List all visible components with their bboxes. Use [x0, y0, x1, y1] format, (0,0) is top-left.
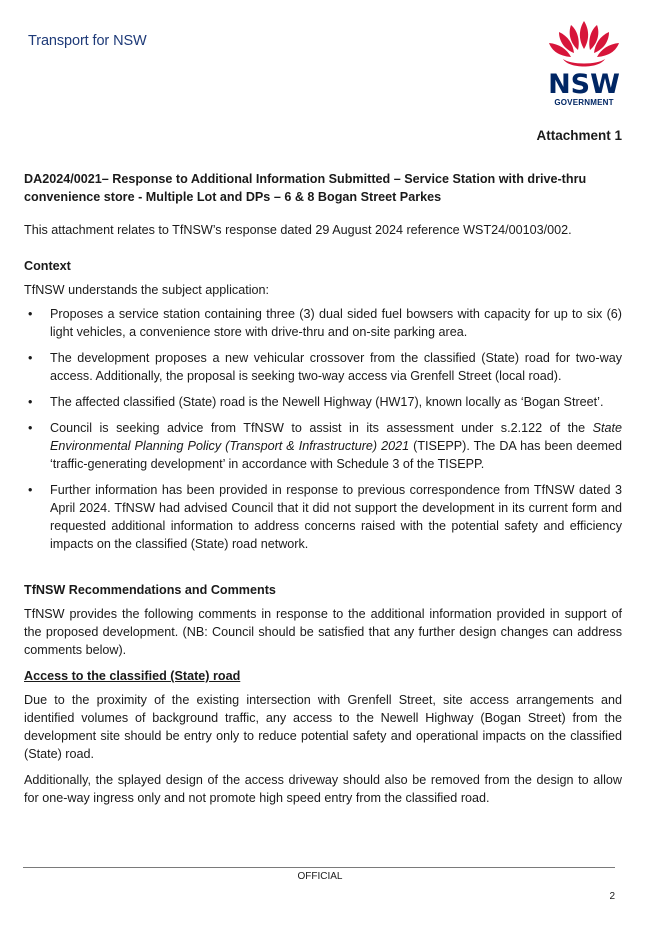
- intro-paragraph: This attachment relates to TfNSW’s response dated 29 August 2024 reference WST24/00103/002.: [24, 223, 572, 237]
- organisation-name: Transport for NSW: [28, 33, 147, 49]
- access-paragraph-1: Due to the proximity of the existing intersection with Grenfell Street, site access arrangements and identified volumes of background traffic, any access to the Newell Highway (Bogan Street) from the development site should be entry only to reduce potential safety and operational impacts on the classified (State) road.: [24, 693, 622, 761]
- list-item: • The affected classified (State) road is the Newell Highway (HW17), known locally as ‘Bogan Street’.: [28, 395, 604, 409]
- list-item: • Further information has been provided in response to previous correspondence from TfNSW dated 3 April 2024. TfNSW had advised Council that it did not support the development in its current form and requested additional information to address concerns raised with the potential safety and efficiency impacts on the classified (State) road network.: [28, 483, 622, 551]
- bullet-icon: •: [28, 483, 33, 497]
- list-item: • The development proposes a new vehicular crossover from the classified (State) road for two-way access. Additionally, the proposal is seeking two-way access via Grenfell Street (local road).: [28, 351, 622, 383]
- recommendations-intro: TfNSW provides the following comments in response to the additional information provided in support of the proposed development. (NB: Council should be satisfied that any further design changes can address comments below).: [24, 607, 622, 657]
- access-paragraph-2: Additionally, the splayed design of the access driveway should also be removed from the design to allow for one-way ingress only and not promote high speed entry from the classified road.: [24, 773, 622, 805]
- nsw-government-logo: [541, 19, 627, 109]
- security-classification: OFFICIAL: [297, 871, 343, 882]
- footer-divider: [23, 867, 615, 868]
- bullet-icon: •: [28, 307, 33, 321]
- page-number: 2: [609, 891, 615, 902]
- attachment-label: Attachment 1: [536, 128, 622, 143]
- access-heading: Access to the classified (State) road: [24, 669, 241, 683]
- list-item: • Proposes a service station containing three (3) dual sided fuel bowsers with capacity for up to six (6) light vehicles, a convenience store with drive-thru and on-site parking area.: [28, 307, 622, 339]
- context-heading: Context: [24, 259, 71, 273]
- government-wordmark: GOVERNMENT: [554, 98, 614, 107]
- recommendations-heading: TfNSW Recommendations and Comments: [24, 583, 276, 597]
- bullet-icon: •: [28, 421, 33, 435]
- context-lead: TfNSW understands the subject application:: [24, 283, 270, 297]
- document-title: DA2024/0021– Response to Additional Information Submitted – Service Station with drive-thru convenience store - Multiple Lot and DPs – 6 & 8 Bogan Street Parkes: [24, 172, 587, 204]
- list-item: • Council is seeking advice from TfNSW to assist in its assessment under s.2.122 of the State Environmental Planning Policy (Transport & Infrastructure) 2021 (TISEPP). The DA has been deemed ‘traffic-generating development’ in accordance with Schedule 3 of the TISEPP.: [28, 421, 622, 471]
- bullet-icon: •: [28, 395, 33, 409]
- document-body: [24, 170, 622, 807]
- waratah-icon: [541, 19, 627, 99]
- nsw-wordmark: NSW: [548, 69, 620, 99]
- context-list: [24, 305, 622, 553]
- bullet-icon: •: [28, 351, 33, 365]
